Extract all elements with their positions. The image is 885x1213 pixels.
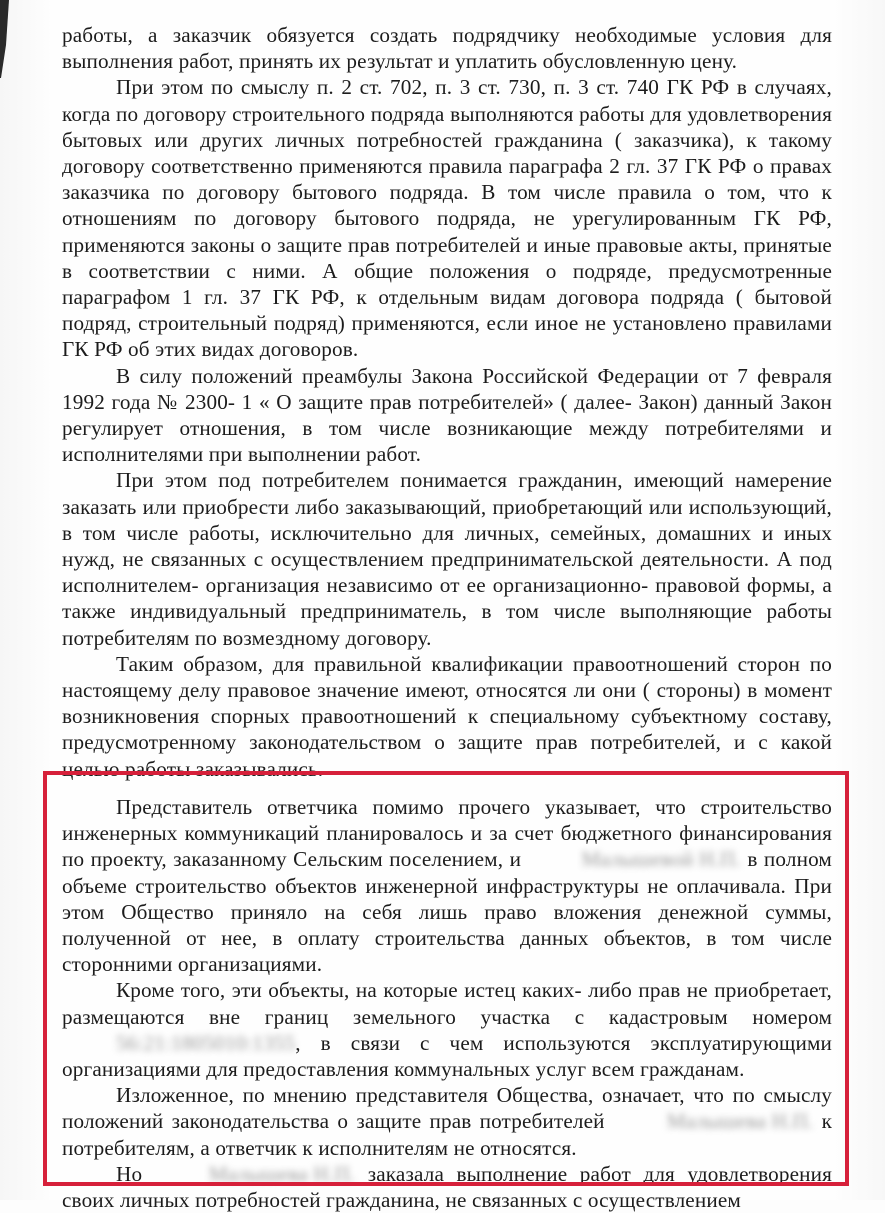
- text-run: Изложенное, по мнению представителя Общества, означает, что по смыслу положений законодательства о защите прав потребителей: [62, 1083, 832, 1134]
- highlighted-paragraph-1: [62, 794, 832, 977]
- highlighted-paragraph-3: [62, 1082, 832, 1161]
- redacted-name: Малышева Н.П.: [208, 1161, 356, 1186]
- redacted-cadastral-number: 56:21:1805010:1355: [116, 1030, 296, 1055]
- text-run: к потребителям, а ответчик к исполнителям не относятся.: [62, 1109, 833, 1160]
- text-run: Кроме того, эти объекты, на которые истец каких- либо прав не приобретает, размещаются вне границ земельного участка с кадастровым номером: [62, 978, 832, 1029]
- text-run: , в связи с чем используются эксплуатирующими организациями для предоставления коммунальных услуг всем гражданам.: [62, 1030, 832, 1081]
- redacted-name: Малышевой Н.П.: [581, 847, 741, 872]
- highlighted-paragraph-2: [62, 977, 832, 1082]
- binding-edge-mark: [0, 0, 14, 80]
- redacted-name: Малышева Н.П.: [666, 1109, 814, 1134]
- paragraph-5: Таким образом, для правильной квалификации правоотношений сторон по настоящему делу правовое значение имеют, относятся ли они ( стороны) в момент возникновения спорных правоотношений к специальному субъектному составу, предусмотренному законодательством о защите прав потребителей, и с какой целью работы заказывались.: [62, 651, 832, 781]
- paragraph-3: В силу положений преамбулы Закона Российской Федерации от 7 февраля 1992 года № 2300- 1 « О защите прав потребителей» ( далее- Закон) данный Закон регулирует отношения, в том числе возникающие между потребителями и исполнителями при выполнении работ.: [62, 363, 832, 467]
- text-run: в полном объеме строительство объектов инженерной инфраструктуры не оплачивала. При этом Общество приняло на себя лишь право вложения денежной суммы, полученной от нее, в оплату строительства данных объектов, в том числе сторонними организациями.: [62, 847, 832, 977]
- document-body: [62, 22, 832, 1213]
- highlighted-section: [62, 788, 832, 1213]
- text-run: заказала выполнение работ для удовлетворения своих личных потребностей гражданина, не связанных с осуществлением: [62, 1161, 832, 1212]
- paragraph-4: При этом под потребителем понимается гражданин, имеющий намерение заказать или приобрести либо заказывающий, приобретающий или использующий, в том числе работы, исключительно для личных, семейных, домашних и иных нужд, не связанных с осуществлением предпринимательской деятельности. А под исполнителем- организация независимо от ее организационно- правовой формы, а также индивидуальный предприниматель, в том числе выполняющие работы потребителям по возмездному договору.: [62, 468, 832, 650]
- paragraph-2: При этом по смыслу п. 2 ст. 702, п. 3 ст. 730, п. 3 ст. 740 ГК РФ в случаях, когда по договору строительного подряда выполняются работы для удовлетворения бытовых или других личных потребностей гражданина ( заказчика), к такому договору соответственно применяются правила параграфа 2 гл. 37 ГК РФ о правах заказчика по договору бытового подряда. В том числе правила о том, что к отношениям по договору бытового подряда, не урегулированным ГК РФ, применяются законы о защите прав потребителей и иные правовые акты, принятые в соответствии с ними. А общие положения о подряде, предусмотренные параграфом 1 гл. 37 ГК РФ, к отдельным видам договора подряда ( бытовой подряд, строительный подряд) применяются, если иное не установлено правилами ГК РФ об этих видах договоров.: [62, 75, 832, 362]
- text-run: Представитель ответчика помимо прочего указывает, что строительство инженерных коммуникаций планировалось и за счет бюджетного финансирования по проекту, заказанному Сельским поселением, и: [62, 794, 832, 872]
- paragraph-1: работы, а заказчик обязуется создать подрядчику необходимые условия для выполнения работ, принять их результат и уплатить обусловленную цену.: [62, 23, 832, 74]
- highlighted-paragraph-4: [62, 1161, 832, 1213]
- text-run: Но: [116, 1161, 143, 1186]
